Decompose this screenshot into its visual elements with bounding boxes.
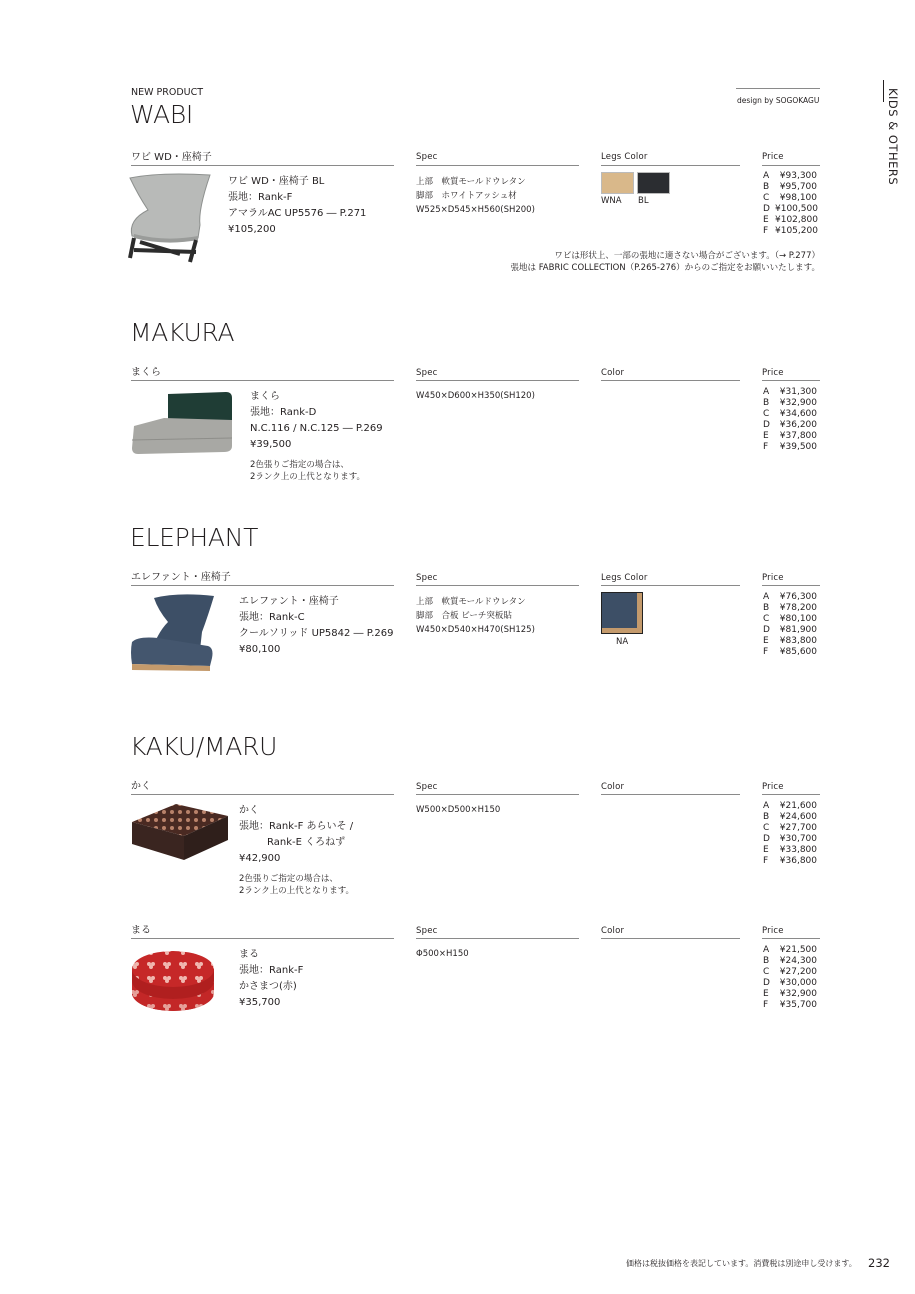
- makura-rule-3: [601, 380, 740, 381]
- makura-spec: W450×D600×H350(SH120): [416, 391, 535, 401]
- kaku-rule-2: [416, 794, 579, 795]
- elephant-spec-label: Spec: [416, 573, 438, 583]
- maru-rule-1: [131, 938, 394, 939]
- wabi-rule-2: [416, 165, 579, 166]
- side-tab-bar: [883, 80, 884, 102]
- elephant-price-label: Price: [762, 573, 784, 583]
- makura-title: MAKURA: [130, 318, 235, 347]
- elephant-swatch-na: [601, 592, 643, 634]
- maru-spec: Φ500×H150: [416, 949, 469, 959]
- wabi-rule-1: [131, 165, 394, 166]
- wabi-desc: ワビ WD・座椅子 BL 張地：Rank-F アマラルAC UP5576 ― P.271 ¥105,200: [228, 176, 367, 235]
- elephant-chair-image: [128, 592, 220, 674]
- design-rule: [736, 88, 820, 89]
- kaku-spec: W500×D500×H150: [416, 805, 501, 815]
- kaku-rule-1: [131, 794, 394, 795]
- wabi-subtitle: ワビ WD・座椅子: [131, 152, 212, 163]
- kaku-cushion-image: [128, 800, 232, 864]
- elephant-rule-1: [131, 585, 394, 586]
- wabi-price-list: A ¥93,300 B ¥95,700 C ¥98,100 D ¥100,500 E ¥102,800 F ¥105,200: [763, 171, 818, 236]
- wabi-title: WABI: [130, 100, 193, 129]
- elephant-spec: 上部 軟質モールドウレタン 脚部 合板 ビーチ突板貼 W450×D540×H470(SH125): [416, 597, 535, 635]
- kakumaru-title: KAKU/MARU: [130, 732, 278, 761]
- makura-desc-note: 2色張りご指定の場合は、 2ランク上の上代となります。: [250, 460, 366, 482]
- kaku-rule-4: [762, 794, 820, 795]
- maru-rule-4: [762, 938, 820, 939]
- wabi-swatch-wna: [601, 172, 634, 194]
- maru-rule-2: [416, 938, 579, 939]
- design-by: design by SOGOKAGU: [737, 96, 820, 105]
- elephant-rule-4: [762, 585, 820, 586]
- maru-price-label: Price: [762, 926, 784, 936]
- kaku-desc: かく 張地：Rank-F あらいそ / Rank-E くろねず ¥42,900: [239, 805, 354, 864]
- makura-rule-4: [762, 380, 820, 381]
- elephant-rule-2: [416, 585, 579, 586]
- kaku-price-label: Price: [762, 782, 784, 792]
- wabi-price-label: Price: [762, 152, 784, 162]
- makura-subtitle: まくら: [131, 367, 161, 378]
- elephant-price-list: A ¥76,300 B ¥78,200 C ¥80,100 D ¥81,900 E ¥83,800 F ¥85,600: [763, 592, 817, 657]
- elephant-title: ELEPHANT: [130, 523, 259, 552]
- wabi-swatch-bl: [637, 172, 670, 194]
- maru-color-label: Color: [601, 926, 625, 936]
- maru-spec-label: Spec: [416, 926, 438, 936]
- wabi-legs-label: Legs Color: [601, 152, 648, 162]
- elephant-subtitle: エレファント・座椅子: [131, 572, 231, 583]
- elephant-rule-3: [601, 585, 740, 586]
- makura-rule-1: [131, 380, 394, 381]
- wabi-rule-3: [601, 165, 740, 166]
- elephant-swatch-na-label: NA: [616, 637, 629, 647]
- makura-image: [128, 390, 238, 460]
- maru-price-list: A ¥21,500 B ¥24,300 C ¥27,200 D ¥30,000 E ¥32,900 F ¥35,700: [763, 945, 817, 1010]
- maru-cushion-image: [128, 945, 218, 1015]
- makura-desc: まくら 張地：Rank-D N.C.116 / N.C.125 ― P.269 ¥39,500: [250, 391, 383, 450]
- maru-subtitle: まる: [131, 925, 151, 936]
- kaku-rule-3: [601, 794, 740, 795]
- wabi-swatch-bl-label: BL: [638, 196, 649, 206]
- wabi-spec-label: Spec: [416, 152, 438, 162]
- wabi-swatch-wna-label: WNA: [601, 196, 622, 206]
- new-product-label: NEW PRODUCT: [131, 87, 204, 98]
- kaku-spec-label: Spec: [416, 782, 438, 792]
- footer-tax-note: 価格は税抜価格を表記しています。消費税は別途申し受けます。: [626, 1259, 857, 1268]
- wabi-rule-4: [762, 165, 820, 166]
- makura-spec-label: Spec: [416, 368, 438, 378]
- kaku-price-list: A ¥21,600 B ¥24,600 C ¥27,700 D ¥30,700 E ¥33,800 F ¥36,800: [763, 801, 817, 866]
- makura-price-list: A ¥31,300 B ¥32,900 C ¥34,600 D ¥36,200 E ¥37,800 F ¥39,500: [763, 387, 817, 452]
- kaku-desc-note: 2色張りご指定の場合は、 2ランク上の上代となります。: [239, 874, 355, 896]
- page-number: 232: [868, 1256, 890, 1270]
- wabi-notes: ワビは形状上、一部の張地に適さない場合がございます。（→ P.277） 張地は FABRIC COLLECTION（P.265-276）からのご指定をお願いいたします。: [510, 251, 820, 273]
- wabi-chair-image: [120, 170, 220, 265]
- kaku-color-label: Color: [601, 782, 625, 792]
- kaku-subtitle: かく: [131, 781, 151, 792]
- side-tab-label: KIDS & OTHERS: [886, 88, 900, 186]
- makura-rule-2: [416, 380, 579, 381]
- maru-rule-3: [601, 938, 740, 939]
- wabi-spec: 上部 軟質モールドウレタン 脚部 ホワイトアッシュ材 W525×D545×H560(SH200): [416, 177, 535, 215]
- maru-desc: まる 張地：Rank-F かさまつ(赤) ¥35,700: [239, 949, 304, 1008]
- makura-color-label: Color: [601, 368, 625, 378]
- elephant-legs-label: Legs Color: [601, 573, 648, 583]
- elephant-desc: エレファント・座椅子 張地：Rank-C クールソリッド UP5842 ― P.269 ¥80,100: [239, 596, 394, 655]
- makura-price-label: Price: [762, 368, 784, 378]
